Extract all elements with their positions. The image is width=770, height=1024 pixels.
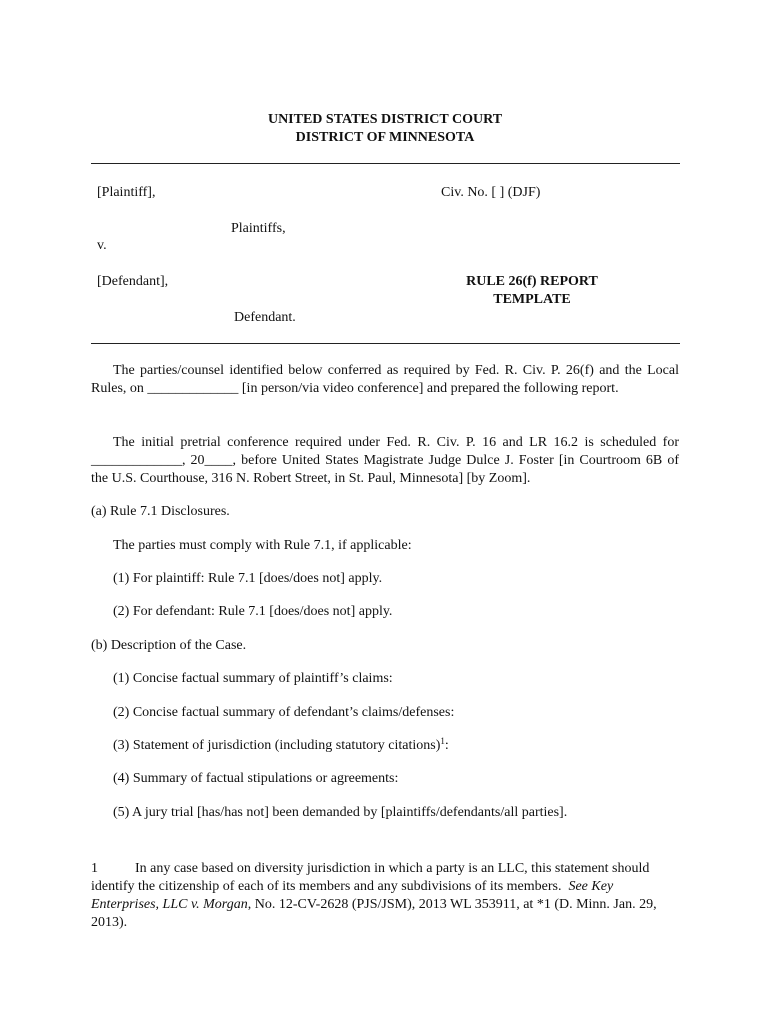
pretrial-paragraph: The initial pretrial conference required under Fed. R. Civ. P. 16 and LR 16.2 is scheduled for _____________, 20____, before United States Magistrate Judge Dulce J. Foster [in Courtroom 6B of the U.S. Courthouse, 316 N. Robert Street, in St. Paul, Minnesota] [by Zoom]. bbox=[91, 435, 679, 486]
footnote-citation: , No. 12-CV-2628 (PJS/JSM), 2013 WL 353911, at *1 (D. Minn. Jan. 29, 2013). bbox=[91, 897, 657, 930]
section-b-item-2: (2) Concise factual summary of defendant’s claims/defenses: bbox=[113, 705, 455, 720]
defendant-name: [Defendant], bbox=[97, 274, 169, 289]
header-divider bbox=[91, 163, 680, 164]
district-name: DISTRICT OF MINNESOTA bbox=[295, 130, 475, 145]
defendant-label: Defendant. bbox=[234, 310, 296, 325]
conference-paragraph: The parties/counsel identified below conferred as required by Fed. R. Civ. P. 26(f) and the Local Rules, on _____________ [in person/via video conference] and prepared the following report. bbox=[91, 363, 679, 396]
plaintiff-name: [Plaintiff], bbox=[97, 185, 156, 200]
footnote-number: 1 bbox=[91, 861, 98, 876]
section-b-heading: (b) Description of the Case. bbox=[91, 638, 247, 653]
caption-divider bbox=[91, 343, 680, 344]
section-a-item-1: (1) For plaintiff: Rule 7.1 [does/does not] apply. bbox=[113, 571, 383, 586]
document-title-line1: RULE 26(f) REPORT bbox=[466, 274, 598, 289]
document-title-line2: TEMPLATE bbox=[493, 292, 571, 307]
section-b-item-5: (5) A jury trial [has/has not] been demanded by [plaintiffs/defendants/all parties]. bbox=[113, 805, 568, 820]
civil-number: Civ. No. [ ] (DJF) bbox=[441, 185, 541, 200]
section-a-item-2: (2) For defendant: Rule 7.1 [does/does not] apply. bbox=[113, 604, 393, 619]
section-a-intro: The parties must comply with Rule 7.1, if applicable: bbox=[113, 538, 412, 553]
footnote-1 bbox=[91, 860, 681, 932]
footnote-ref-1[interactable]: 1 bbox=[440, 736, 445, 746]
footnote-case-name: Key Enterprises, LLC v. Morgan bbox=[91, 879, 614, 912]
section-a-heading: (a) Rule 7.1 Disclosures. bbox=[91, 504, 230, 519]
section-b-item-3-colon: : bbox=[444, 738, 449, 753]
footnote-text: In any case based on diversity jurisdiction in which a party is an LLC, this statement should identify the citizenship of each of its members and any subdivisions of its members. bbox=[91, 861, 650, 894]
versus-label: v. bbox=[97, 238, 107, 253]
section-b-item-3 bbox=[113, 737, 449, 755]
section-b-item-1: (1) Concise factual summary of plaintiff’s claims: bbox=[113, 671, 393, 686]
court-name: UNITED STATES DISTRICT COURT bbox=[267, 112, 503, 127]
section-b-item-4: (4) Summary of factual stipulations or agreements: bbox=[113, 771, 399, 786]
plaintiffs-label: Plaintiffs, bbox=[231, 221, 286, 236]
section-b-item-3-text: (3) Statement of jurisdiction (including statutory citations) bbox=[113, 738, 441, 753]
footnote-see: See bbox=[568, 879, 588, 894]
